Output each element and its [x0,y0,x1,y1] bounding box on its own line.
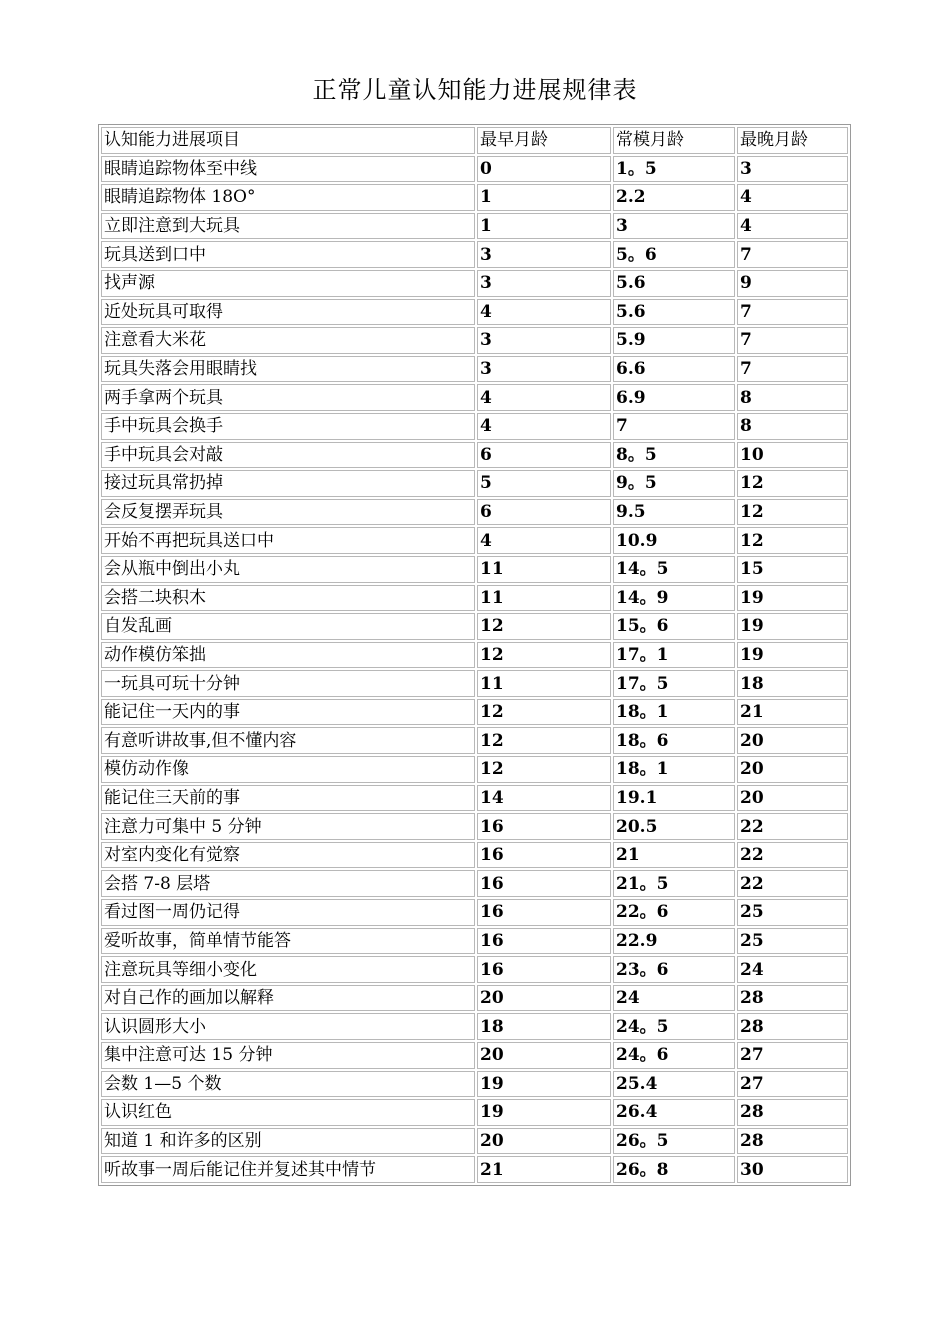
cell-earliest-month: 16 [477,928,611,955]
cell-item: 注意看大米花 [101,327,475,354]
cell-item: 眼睛追踪物体至中线 [101,156,475,183]
cell-norm-month: 18。6 [613,727,735,754]
cell-latest-month: 21 [737,699,848,726]
table-row [101,727,848,754]
table-row [101,1071,848,1098]
cell-item: 玩具送到口中 [101,241,475,268]
cell-latest-month: 19 [737,642,848,669]
table-row [101,670,848,697]
cell-latest-month: 22 [737,842,848,869]
cell-earliest-month: 14 [477,785,611,812]
cell-item: 注意玩具等细小变化 [101,956,475,983]
cell-earliest-month: 16 [477,899,611,926]
cell-item: 会反复摆弄玩具 [101,499,475,526]
cell-latest-month: 30 [737,1156,848,1183]
cell-norm-month: 5.9 [613,327,735,354]
cell-earliest-month: 12 [477,727,611,754]
table-row [101,585,848,612]
cell-item: 听故事一周后能记住并复述其中情节 [101,1156,475,1183]
cell-norm-month: 5.6 [613,299,735,326]
header-cell-item: 认知能力进展项目 [101,127,475,154]
cell-earliest-month: 1 [477,184,611,211]
cell-item: 爱听故事，简单情节能答 [101,928,475,955]
cell-earliest-month: 12 [477,756,611,783]
cell-item: 会数 1—5 个数 [101,1071,475,1098]
cell-earliest-month: 12 [477,613,611,640]
table-row [101,156,848,183]
cell-item: 看过图一周仍记得 [101,899,475,926]
cell-norm-month: 2.2 [613,184,735,211]
cell-latest-month: 27 [737,1071,848,1098]
cell-earliest-month: 16 [477,842,611,869]
cell-norm-month: 8。5 [613,442,735,469]
cell-norm-month: 17。5 [613,670,735,697]
cell-latest-month: 27 [737,1042,848,1069]
table-row [101,442,848,469]
table-row [101,642,848,669]
cell-earliest-month: 4 [477,384,611,411]
cell-item: 能记住一天内的事 [101,699,475,726]
cell-latest-month: 12 [737,470,848,497]
cell-norm-month: 26。5 [613,1128,735,1155]
cell-earliest-month: 11 [477,670,611,697]
table-row [101,327,848,354]
cell-latest-month: 4 [737,213,848,240]
cell-latest-month: 12 [737,499,848,526]
cell-norm-month: 3 [613,213,735,240]
cell-earliest-month: 19 [477,1071,611,1098]
table-row [101,1099,848,1126]
cell-item: 对室内变化有觉察 [101,842,475,869]
cell-item: 会搭二块积木 [101,585,475,612]
table-body [101,127,848,1183]
cell-latest-month: 7 [737,327,848,354]
cell-earliest-month: 11 [477,556,611,583]
table-row [101,1042,848,1069]
cell-item: 近处玩具可取得 [101,299,475,326]
cell-norm-month: 19.1 [613,785,735,812]
table-row [101,499,848,526]
cell-latest-month: 22 [737,813,848,840]
cell-norm-month: 7 [613,413,735,440]
table-row [101,785,848,812]
cell-item: 接过玩具常扔掉 [101,470,475,497]
cell-earliest-month: 6 [477,442,611,469]
cell-norm-month: 15。6 [613,613,735,640]
header-cell-earliest: 最早月龄 [477,127,611,154]
table-row [101,870,848,897]
table-row [101,299,848,326]
cell-earliest-month: 20 [477,1128,611,1155]
cell-item: 动作模仿笨拙 [101,642,475,669]
document-title: 正常儿童认知能力进展规律表 [312,76,638,104]
table-row [101,956,848,983]
table-row [101,527,848,554]
cell-earliest-month: 11 [477,585,611,612]
table-header-row [101,127,848,154]
cell-latest-month: 7 [737,241,848,268]
cell-item: 能记住三天前的事 [101,785,475,812]
cell-earliest-month: 20 [477,985,611,1012]
table-row [101,1156,848,1183]
cell-norm-month: 9.5 [613,499,735,526]
table-row [101,813,848,840]
cell-latest-month: 25 [737,928,848,955]
cell-norm-month: 24 [613,985,735,1012]
cell-latest-month: 10 [737,442,848,469]
cell-earliest-month: 3 [477,270,611,297]
cell-norm-month: 26.4 [613,1099,735,1126]
cell-norm-month: 25.4 [613,1071,735,1098]
cell-earliest-month: 16 [477,870,611,897]
table-row [101,213,848,240]
cell-norm-month: 17。1 [613,642,735,669]
cell-latest-month: 19 [737,585,848,612]
cell-norm-month: 18。1 [613,756,735,783]
cell-earliest-month: 19 [477,1099,611,1126]
header-cell-latest: 最晚月龄 [737,127,848,154]
cell-earliest-month: 3 [477,356,611,383]
cell-item: 找声源 [101,270,475,297]
table-row [101,613,848,640]
cell-latest-month: 28 [737,1128,848,1155]
cell-earliest-month: 3 [477,241,611,268]
cell-latest-month: 22 [737,870,848,897]
cell-earliest-month: 21 [477,1156,611,1183]
table-row [101,842,848,869]
cell-norm-month: 21。5 [613,870,735,897]
cell-norm-month: 23。6 [613,956,735,983]
cell-norm-month: 10.9 [613,527,735,554]
cell-item: 手中玩具会换手 [101,413,475,440]
cell-latest-month: 3 [737,156,848,183]
cell-earliest-month: 5 [477,470,611,497]
cell-norm-month: 18。1 [613,699,735,726]
cognitive-development-table [98,124,851,1186]
cell-earliest-month: 18 [477,1013,611,1040]
table-container [98,124,851,1186]
cell-item: 自发乱画 [101,613,475,640]
cell-item: 玩具失落会用眼睛找 [101,356,475,383]
cell-earliest-month: 12 [477,642,611,669]
cell-norm-month: 21 [613,842,735,869]
table-row [101,413,848,440]
cell-norm-month: 5。6 [613,241,735,268]
cell-norm-month: 20.5 [613,813,735,840]
cell-item: 手中玩具会对敲 [101,442,475,469]
cell-latest-month: 8 [737,413,848,440]
cell-earliest-month: 4 [477,299,611,326]
cell-latest-month: 12 [737,527,848,554]
table-row [101,356,848,383]
cell-norm-month: 14。9 [613,585,735,612]
cell-item: 认识红色 [101,1099,475,1126]
cell-item: 眼睛追踪物体 18O° [101,184,475,211]
cell-earliest-month: 1 [477,213,611,240]
cell-latest-month: 20 [737,727,848,754]
cell-latest-month: 20 [737,756,848,783]
header-cell-norm: 常模月龄 [613,127,735,154]
cell-latest-month: 18 [737,670,848,697]
cell-latest-month: 7 [737,356,848,383]
cell-latest-month: 4 [737,184,848,211]
cell-latest-month: 28 [737,985,848,1012]
cell-item: 立即注意到大玩具 [101,213,475,240]
cell-norm-month: 9。5 [613,470,735,497]
cell-earliest-month: 0 [477,156,611,183]
cell-item: 一玩具可玩十分钟 [101,670,475,697]
table-row [101,985,848,1012]
cell-latest-month: 8 [737,384,848,411]
cell-item: 知道 1 和许多的区别 [101,1128,475,1155]
table-row [101,241,848,268]
table-row [101,756,848,783]
cell-item: 认识圆形大小 [101,1013,475,1040]
cell-item: 两手拿两个玩具 [101,384,475,411]
cell-item: 有意听讲故事,但不懂内容 [101,727,475,754]
table-row [101,470,848,497]
cell-earliest-month: 6 [477,499,611,526]
cell-norm-month: 22。6 [613,899,735,926]
cell-item: 开始不再把玩具送口中 [101,527,475,554]
cell-item: 对自己作的画加以解释 [101,985,475,1012]
cell-item: 模仿动作像 [101,756,475,783]
table-row [101,899,848,926]
table-row [101,1013,848,1040]
cell-latest-month: 9 [737,270,848,297]
cell-norm-month: 26。8 [613,1156,735,1183]
cell-latest-month: 28 [737,1013,848,1040]
table-row [101,1128,848,1155]
cell-latest-month: 24 [737,956,848,983]
cell-earliest-month: 3 [477,327,611,354]
cell-norm-month: 5.6 [613,270,735,297]
cell-earliest-month: 4 [477,527,611,554]
cell-norm-month: 14。5 [613,556,735,583]
cell-item: 会搭 7-8 层塔 [101,870,475,897]
cell-latest-month: 20 [737,785,848,812]
table-row [101,556,848,583]
cell-earliest-month: 4 [477,413,611,440]
table-row [101,384,848,411]
cell-latest-month: 7 [737,299,848,326]
table-row [101,928,848,955]
cell-earliest-month: 16 [477,956,611,983]
cell-norm-month: 6.6 [613,356,735,383]
table-row [101,184,848,211]
cell-item: 集中注意可达 15 分钟 [101,1042,475,1069]
cell-item: 注意力可集中 5 分钟 [101,813,475,840]
cell-earliest-month: 16 [477,813,611,840]
cell-latest-month: 28 [737,1099,848,1126]
cell-latest-month: 19 [737,613,848,640]
cell-norm-month: 24。6 [613,1042,735,1069]
table-row [101,270,848,297]
cell-norm-month: 24。5 [613,1013,735,1040]
cell-earliest-month: 12 [477,699,611,726]
cell-earliest-month: 20 [477,1042,611,1069]
cell-item: 会从瓶中倒出小丸 [101,556,475,583]
cell-latest-month: 15 [737,556,848,583]
table-row [101,699,848,726]
cell-latest-month: 25 [737,899,848,926]
cell-norm-month: 22.9 [613,928,735,955]
cell-norm-month: 1。5 [613,156,735,183]
cell-norm-month: 6.9 [613,384,735,411]
